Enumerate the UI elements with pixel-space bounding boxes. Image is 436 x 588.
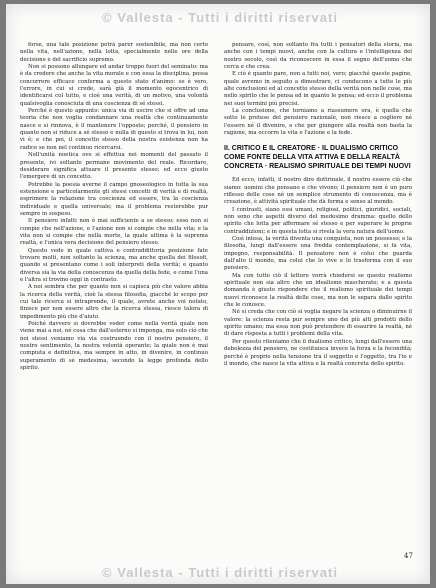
paragraph: forse, una tale posizione potrà parer sostenibile, ma non certo nella vita, nell'azione, nella lotta, specialmente nelle ore della decisione e del sacrificio supremo. (20, 42, 208, 63)
paragraph: A noi sembra che per quanto non si capisca più che valore abbia la ricerca della verità, cioè la stessa filosofia, giacché lo scopo per cui tale ricerca si intraprende, il quale, avrete anche voi notato, finisce per non essere altro che la ricerca stessa, riesce talora di impedimento più che d'aiuto. (20, 284, 208, 320)
paragraph: Potrebbe la poesia averne il campo gnoseologico in tutta la sua estensione e particolarmente gli stessi concetti di verità e di realtà, esprimere la relazione tra coscienza ed essere, tra la coscienza individuale e quella universale; ma il problema resterebbe pur sempre in sospeso. (20, 181, 208, 217)
paragraph: Per questo riteniamo che il dualismo critico, lungi dall'essere una debolezza del pensiero, ne costituisca invece la forza e la fecondità; perché è proprio nella tensione tra il soggetto e l'oggetto, tra l'io e il mondo, che nasce la vita attiva e la realtà concreta dello spirito. (224, 338, 412, 367)
paragraph: Non si possono allungare ed andar troppo fuori del seminato: ma è da credere che anche la vita morale e con essa la disciplina, possa concorrere efficace conferma a questo stato d'animo: se è vero, l'errore, in cui si crede, sarà già il momento egocentrico di identificarsi col tutto, e cioè una verità, di un motivo, una volontà qualsivoglia conosciuta di una coscienza di sé stessi. (20, 64, 208, 107)
section-heading: II. CRITICO E IL CREATORE · IL DUALISMO CRITICO COME FONTE DELLA VITA ATTIVA E DELLA REALTÀ CONCRETA · REALISMO SPIRITUALE DEI TEMPI NUOVI (224, 145, 411, 170)
right-column (224, 42, 412, 368)
paragraph: Il pensiero infatti non è mai sufficiente a se stesso; esso non si compie che nell'azione, e l'azione non si compie che nella vita; e la vita non si compie che nella morte, la quale ultima è la suprema realtà, e l'unica vera decisione del pensiero stesso. (20, 218, 208, 247)
paragraph: Nell'unità noetica ove si effettua nei momenti del passato il presente, ivi soltanto permane movimento del reale. Ricordare, desiderare significa attuare il presente stesso; ed ecco giusto l'emergere di un concetto. (20, 152, 208, 181)
paragraph: La conclusione, che torniamo a riassumere ora, è quella che sotto le pretese del pensiero razionale, non riesce a cogliere né l'essere né il divenire, e che per giungere alla realtà non basta la ragione, ma occorre la vita e l'azione e la fede. (224, 108, 412, 137)
paragraph: Poiché davvero si dovrebbe veder come nella verità quale non viene mai a noi, né cosa che dall'esterno si imponga, ma solo ciò che noi stessi veniamo via via costruendo con il nostro pensiero, il nostro sentimento, la nostra volontà operante; la quale non è mai compiuta e definitiva, ma sempre in atto, in divenire, in continuo superamento di sé medesima, secondo la legge profonda dello spirito. (20, 321, 208, 372)
paragraph: I contrasti, siano essi umani, religiosi, politici, giuridici, sociali, non sono che aspetti diversi del medesimo dramma: quello dello spirito che lotta per affermare sé stesso e per superare le proprie contraddizioni; e in questa lotta si rivela la vera natura dell'uomo. (224, 206, 412, 235)
paragraph: Ma con tutto ciò il lettore vorrà chiedersi se questo realismo spirituale non sia altro che un idealismo mascherato; e a questa domanda è giusto rispondere che il realismo spirituale dei tempi nuovi riconosce la realtà delle cose, ma non le separa dallo spirito che le conosce. (224, 272, 412, 309)
paragraph: Né si creda che con ciò si voglia negare la scienza o diminuirne il valore: la scienza resta pur sempre uno dei più alti prodotti dello spirito umano; ma essa non può pretendere di esaurire la realtà, né di dare risposta a tutti i problemi della vita. (224, 309, 412, 338)
watermark-bottom: © Vallesta - Tutti i diritti riservati (102, 565, 338, 580)
watermark-top: © Vallesta - Tutti i diritti riservati (102, 10, 338, 25)
paragraph: Perché è questo appunto: unica via di uscire che si offre ad una teoria che non voglia condannare una realtà che continuamente nasce e si rinnova, è il mantenere l'opposto; perché, il pensiero in quanto non si riduce a sé stesso e nulla di questo si trova in lui, non vi è; e che poi, il concetto stesso della nostra esistenza non ha radice se non nel continuo ricercarsi. (20, 108, 208, 151)
left-column (20, 42, 208, 372)
page-number: 47 (404, 552, 413, 560)
document-page (6, 4, 430, 584)
paragraph: Questo vede in quale cattiva e contraddittoria posizione fate trovare molti, non soltanto la scienza, ma anche quella dei filosofi, quando si presentano come i soli interpreti della verità; e quanto diversa sia la via della conoscenza da quella della fede, e come l'una e l'altra si trovino oggi in contrasto. (20, 247, 208, 283)
paragraph: pensare, così, non soltanto fra tutti i pensatori della storia, ma anche con i tempi nuovi, anche con la cultura e l'intelligenza del nostro secolo, così da riconoscere in essa il segno dell'uomo che cerca e che crea. (224, 42, 412, 71)
paragraph: E ciò è quanto pare, non a tutti noi, vero; giacché queste pagine, quale avremo in seguito a dimostrare, ci conducono a tutte le più alte conclusioni ed al concetto stesso della verità non nelle cose, ma nello spirito che le pensa ed in quanto le pensa; ed ecco il problema nei suoi termini più precisi. (224, 71, 412, 107)
paragraph: Così intesa, la verità diventa una conquista, non un possesso; e la filosofia, lungi dall'essere una fredda contemplazione, si fa vita, impegno, responsabilità. Il pensatore non è colui che guarda dall'alto il mondo, ma colui che lo vive e lo trasforma con il suo pensiero. (224, 236, 412, 272)
paragraph: Ed ecco, infatti, il nostro dire dottrinale, il nostro essere ciò che siamo: uomini che pensano e che vivono; il pensiero non è un puro riflesso delle cose né un semplice strumento di conoscenza, ma è creazione, è attività spirituale che dà forma e senso al mondo. (224, 177, 412, 206)
